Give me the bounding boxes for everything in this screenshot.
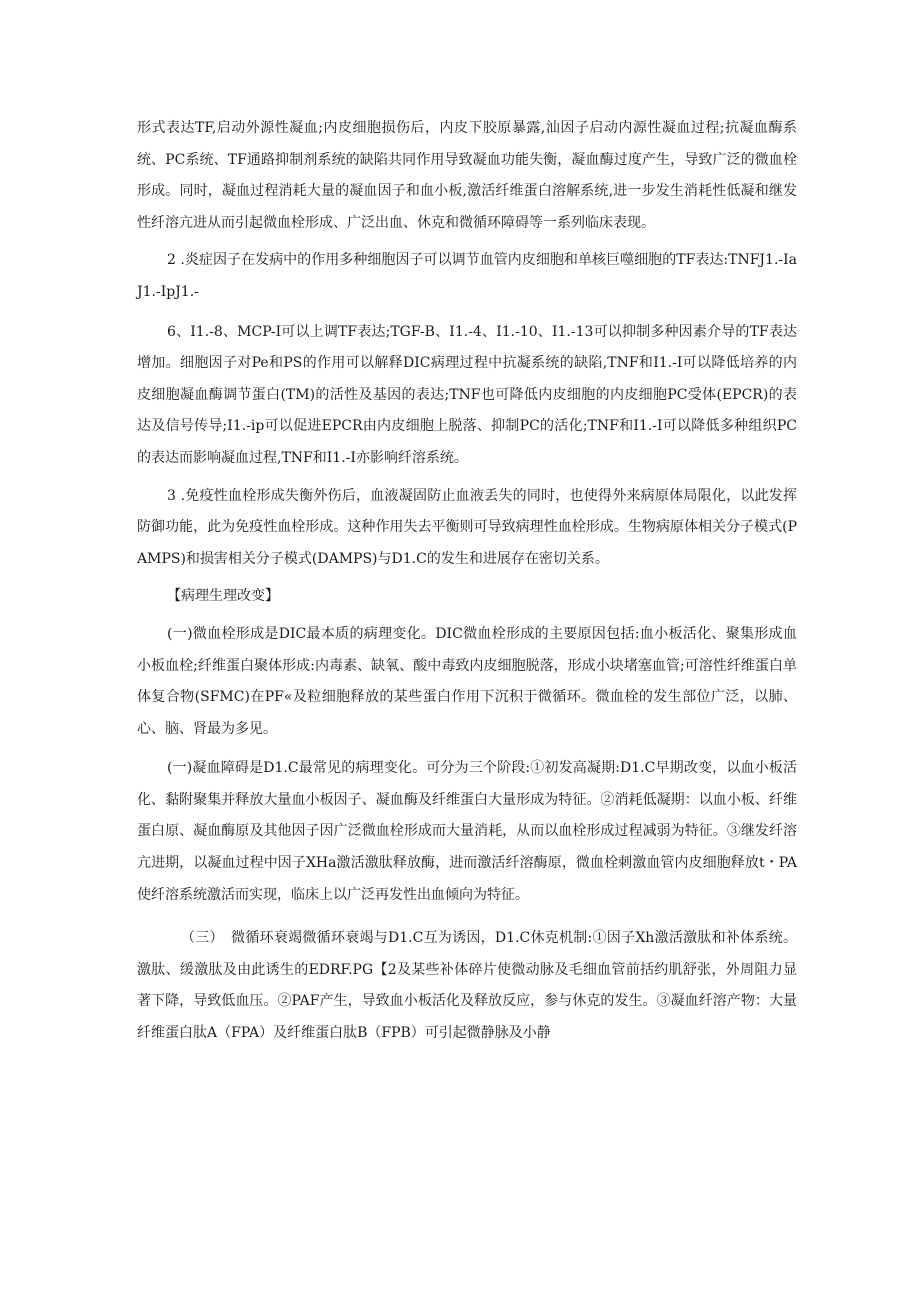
- paragraph-microthrombus: (一)微血栓形成是DIC最本质的病理变化。DIC微血栓形成的主要原因包括:血小板活化、聚集形成血小板血栓;纤维蛋白聚体形成:内毒素、缺氧、酸中毒致内皮细胞脱落，形成小块堵塞血管;可溶性纤维蛋白单体复合物(SFMC)在PF«及粒细胞释放的某些蛋白作用下沉积于微循环。微血栓的发生部位广泛，以肺、心、脑、肾最为多见。: [137, 625, 797, 737]
- paragraph-coagulation-mechanism: 形式表达TF,启动外源性凝血;内皮细胞损伤后，内皮下胶原暴露,汕因子启动内源性凝血过程;抗凝血酶系统、PC系统、TF通路抑制剂系统的缺陷共同作用导致凝血功能失衡，凝血酶过度产生，导致广泛的微血栓形成。同时，凝血过程消耗大量的凝血因子和血小板,激活纤维蛋白溶解系统,进一步发生消耗性低凝和继发性纤溶亢进从而引起微血栓形成、广泛出血、休克和微循环障碍等一系列临床表现。: [137, 120, 797, 231]
- paragraph-inflammatory-factors: 2 .炎症因子在发病中的作用多种细胞因子可以调节血管内皮细胞和单核巨噬细胞的TF表达:TNFJ1.-IaJ1.-IpJ1.-: [137, 252, 797, 300]
- paragraph-immune-thrombosis: 3 .免疫性血栓形成失衡外伤后，血液凝固防止血液丢失的同时，也使得外来病原体局限化，以此发挥防御功能，此为免疫性血栓形成。这种作用失去平衡则可导致病理性血栓形成。生物病原体相关分子模式(PAMPS)和损害相关分子模式(DAMPS)与D1.C的发生和进展存在密切关系。: [137, 487, 797, 567]
- document-body: [137, 113, 797, 1050]
- paragraph-coagulation-disorder: (一)凝血障碍是D1.C最常见的病理变化。可分为三个阶段:①初发高凝期:D1.C早期改变，以血小板活化、黏附聚集并释放大量血小板因子、凝血酶及纤维蛋白大量形成为特征。②消耗低凝期：以血小板、纤维蛋白原、凝血酶原及其他因子因广泛微血栓形成而大量消耗，从而以血栓形成过程减弱为特征。③继发纤溶亢进期，以凝血过程中因子XHa激活激肽释放酶，进而激活纤溶酶原，微血栓刺激血管内皮细胞释放t・PA使纤溶系统激活而实现，临床上以广泛再发性出血倾向为特征。: [137, 760, 797, 903]
- section-heading-pathophysiology: 【病理生理改变】: [167, 588, 279, 605]
- paragraph-microcirculation-failure: （三） 微循环衰竭微循环衰竭与D1.C互为诱因，D1.C休克机制:①因子Xh激活激肽和补体系统。激肽、缓激肽及由此诱生的EDRF.PG【2及某些补体碎片使微动脉及毛细血管前括约肌舒张，外周阻力显著下降，导致低血压。②PAF产生，导致血小板活化及释放反应，参与休克的发生。③凝血纤溶产物：大量纤维蛋白肽A（FPA）及纤维蛋白肽B（FPB）可引起微静脉及小静: [137, 930, 797, 1042]
- paragraph-cytokines: 6、I1.-8、MCP-I可以上调TF表达;TGF-B、I1.-4、I1.-10、I1.-13可以抑制多种因素介导的TF表达增加。细胞因子对Pe和PS的作用可以解释DIC病理过程中抗凝系统的缺陷,TNF和I1.-I可以降低培养的内皮细胞凝血酶调节蛋白(TM)的活性及基因的表达;TNF也可降低内皮细胞的内皮细胞PC受体(EPCR)的表达及信号传导;I1.-ip可以促进EPCR由内皮细胞上脱落、抑制PC的活化;TNF和I1.-I可以降低多种组织PC的表达而影响凝血过程,TNF和I1.-I亦影响纤溶系统。: [137, 323, 797, 466]
